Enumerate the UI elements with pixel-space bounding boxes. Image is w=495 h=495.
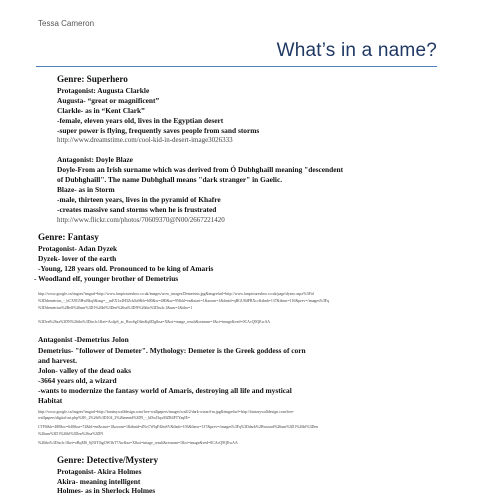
fantasy-antagonist-link[interactable]: %26tbs%3Disch:1&ei=oBqMS_6jNJT0tgOW3bT7Aw&sa=X&oi=image_result&resnum=1&ct=image&ved=0CAcQ9QEwAA [38,441,238,445]
page-title: What’s in a name? [276,40,437,61]
fantasy-line: Jolon- valley of the dead oaks [38,366,132,375]
fantasy-protagonist-link[interactable]: %3Ddemetrius%2Belf%26um%3D1%26hl%3Den%26sa%3DN%26tbs%3Disch:1&um=1&itbs=1 [38,306,193,310]
superhero-line: of Dubhghaill". The name Dubhghall means "dark stranger" in Gaelic. [57,175,283,184]
fantasy-antagonist-link[interactable]: %26um%3D1%26hl%3Den%26sa%3DN [38,432,104,436]
mystery-line: Protagonist- Akira Holmes [57,467,142,476]
fantasy-line: - Woodland elf, younger brother of Demetrius [34,274,179,283]
fantasy-line: Habitat [38,396,63,405]
fantasy-heading: Genre: Fantasy [38,232,99,242]
title-underline [36,66,437,67]
mystery-line: Holmes- as in Sherlock Holmes [57,486,156,495]
author-name: Tessa Cameron [38,19,95,28]
fantasy-line: -Young, 128 years old. Pronounced to be king of Amaris [38,264,214,273]
superhero-heading: Genre: Superhero [57,74,128,84]
superhero-line: Augusta- “great or magnificent” [57,96,160,105]
superhero-line: Protagonist: Augusta Clarkle [57,86,150,95]
superhero-line: -super power is flying, frequently saves people from sand storms [57,126,260,135]
superhero-line: Doyle-From an Irish surname which was derived from Ó Dubhghaill meaning "descendent [57,165,344,174]
fantasy-protagonist-link[interactable]: %3Den%26sa%3DN%26tbs%3Disch:1&ei=Ao4pS_ac_Rsw6gO4mKq0Dg&sa=X&oi=image_result&resnum=1&ct=image&ved=0CAcQ9QEwAA [38,320,271,324]
fantasy-line: -3664 years old, a wizard [38,376,117,385]
superhero-protagonist-link[interactable]: http://www.dreamstime.com/cool-kid-in-desert-image3026333 [57,136,233,144]
fantasy-line: Demetrius- "follower of Demeter". Mythology: Demeter is the Greek goddess of corn [38,346,306,355]
superhero-line: Blaze- as in Storm [57,185,115,194]
fantasy-line: Antagonist -Demetrius Jolon [38,335,129,344]
fantasy-line: Protagonist- Adan Dyzek [38,244,118,253]
superhero-line: -creates massive sand storms when he is frustrated [57,205,217,214]
fantasy-protagonist-link[interactable]: %3Ddemetrius_-_bCX9G5HwBkq3&usg=__mEX1x4H3Zck0a9&h=600&w=480&sz=95&hl=en&start=1&zoom=1&tbnid=qBGU8dFBXcc&tbnh=137&tbnw=110&prev=/images%3Fq [38,299,329,303]
superhero-line: -male, thirteen years, lives in the pyramid of Khafre [57,195,221,204]
fantasy-antagonist-link[interactable]: http://www.google.ca/imgres?imgurl=http://fantasywalldesign.com/free-wallpapers/images/wall/2/dark-wizard-m.jpg&imgrefurl=http://fantasywalldesign.com/free- [38,410,295,414]
superhero-line: Clarkle- as in “Kent Clark” [57,106,145,115]
mystery-line: Akira- meaning intelligent [57,477,141,486]
fantasy-line: -wants to modernize the fantasy world of Amaris, destroying all life and mystical [38,386,292,395]
fantasy-protagonist-link[interactable]: http://www.google.ca/imgres?imgurl=http://www.fanpicturesbox.co.uk/images/wow_images/Demetrius.jpg&imgrefurl=http://www.fanpicturesbox.co.uk/page/dyzeo.aspx%3Fid [38,292,314,296]
superhero-antagonist-link[interactable]: http://www.flickr.com/photos/70609370@N00/2667221420 [57,216,225,224]
fantasy-antagonist-link[interactable]: wallpapers/digital-art.php%3Fi_2%26i%3D104_2%26menid%3D9_-_bDwJ3qxMZR4FTYaqIE= [38,416,191,420]
mystery-heading: Genre: Detective/Mystery [57,455,159,465]
fantasy-line: and harvest. [38,356,78,365]
fantasy-line: Dyzek- lover of the earth [38,254,117,263]
superhero-line: Antagonist: Doyle Blaze [57,155,133,164]
superhero-line: -female, eleven years old, lives in the Egyptian desert [57,116,224,125]
fantasy-antagonist-link[interactable]: CTF6&h=480&w=640&sz=72&hl=en&start=1&zoom=1&tbnid=dNcCWlqF4JmSV&tbnh=103&tbnw=137&prev=/images%3Fq%3Ddark%2Bwizard%26um%3D1%26hl%3Den [38,425,318,429]
